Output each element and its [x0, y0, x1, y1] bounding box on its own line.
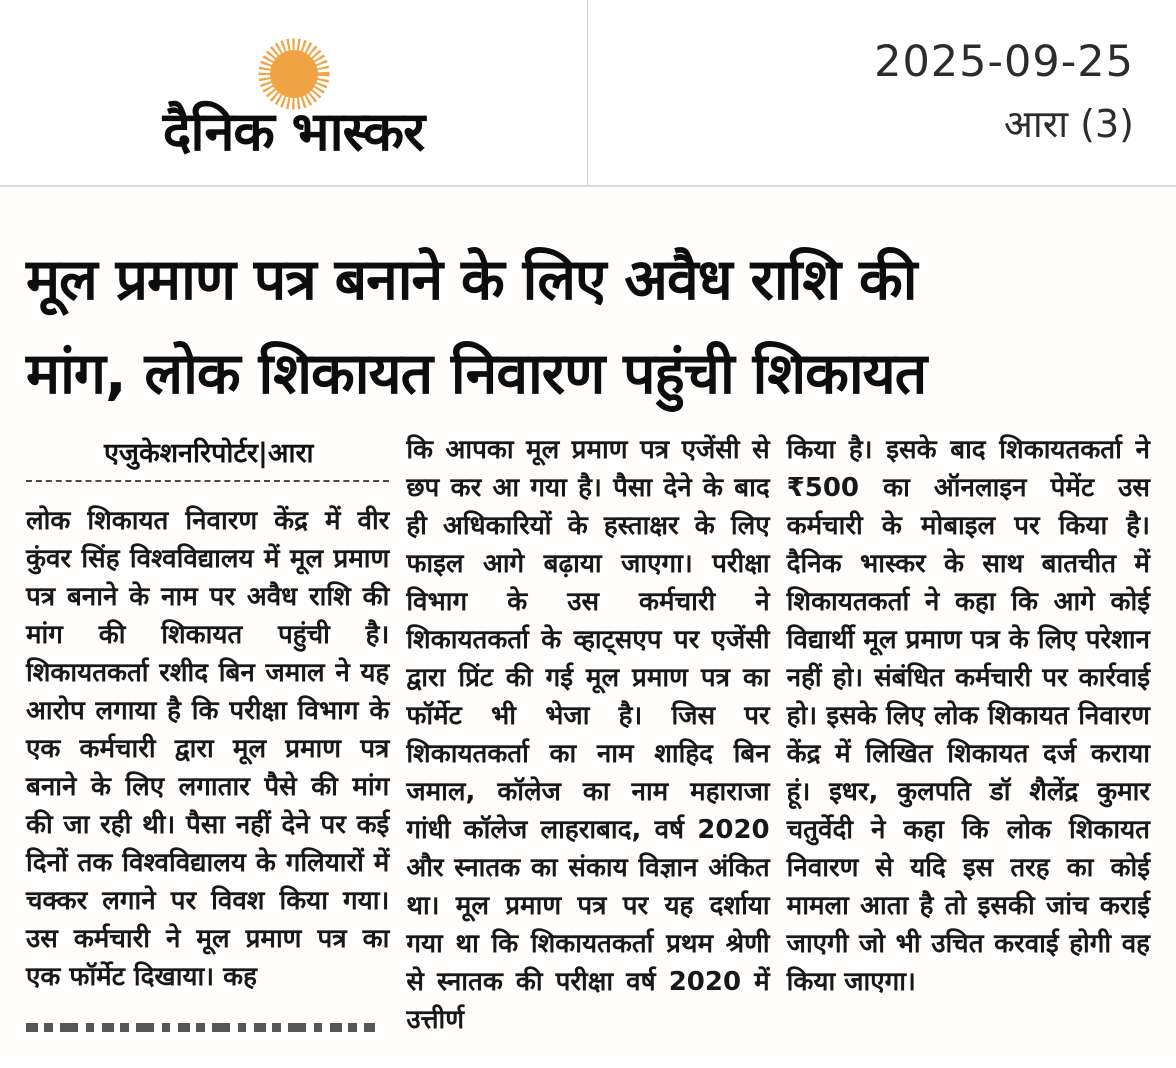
header: [0, 0, 1176, 187]
publication-date: 2025-09-25: [874, 36, 1134, 87]
article-column-3: [787, 431, 1150, 1066]
byline-text: एजुकेशनरिपोर्टर|आरा: [104, 438, 314, 469]
byline: [26, 431, 389, 482]
column-1-text: लोक शिकायत निवारण केंद्र में वीर कुंवर सिंह विश्वविद्यालय में मूल प्रमाण पत्र बनाने के नाम पर अवैध राशि की मांग की शिकायत पहुंची है। शिकायतकर्ता रशीद बिन जमाल ने यह आरोप लगाया है कि परीक्षा विभाग के एक कर्मचारी द्वारा मूल प्रमाण पत्र बनाने के लिए लगातार पैसे की मांग की जा रही थी। पैसा नहीं देने पर कई दिनों तक विश्वविद्यालय के गलियारों में चक्कर लगाने पर विवश किया गया। उस कर्मचारी ने मूल प्रमाण पत्र का एक फॉर्मेट दिखाया। कह: [26, 506, 390, 992]
article-column-2: [406, 431, 769, 1066]
headline-line-2: मांग, लोक शिकायत निवारण पहुंची शिकायत: [26, 341, 927, 407]
clipped-text-fragment: [26, 1023, 375, 1032]
edition-label: आरा (3): [1003, 101, 1134, 146]
article: [0, 187, 1176, 1066]
brand-name: दैनिक भास्कर: [162, 99, 425, 163]
column-3-text: किया है। इसके बाद शिकायतकर्ता ने ₹500 का ऑनलाइन पेमेंट उस कर्मचारी के मोबाइल पर किया है। दैनिक भास्कर के साथ बातचीत में शिकायतकर्ता ने कहा कि आगे कोई विद्यार्थी मूल प्रमाण पत्र के लिए परेशान नहीं हो। संबंधित कर्मचारी पर कार्रवाई हो। इसके लिए लोक शिकायत निवारण केंद्र में लिखित शिकायत दर्ज कराया हूं। इधर, कुलपति डॉ शैलेंद्र कुमार चतुर्वेदी ने कहा कि लोक शिकायत निवारण से यदि इस तरह का कोई मामला आता है तो इसकी जांच कराई जाएगी जो भी उचित करवाई होगी वह किया जाएगा।: [786, 435, 1150, 997]
article-column-1: [26, 431, 389, 1066]
article-body: [26, 431, 1150, 1066]
header-meta: [588, 0, 1176, 185]
column-2-text: कि आपका मूल प्रमाण पत्र एजेंसी से छप कर आ गया है। पैसा देने के बाद ही अधिकारियों के हस्ताक्षर के लिए फाइल आगे बढ़ाया जाएगा। परीक्षा विभाग के उस कर्मचारी ने शिकायतकर्ता के व्हाट्सएप पर एजेंसी द्वारा प्रिंट की गई मूल प्रमाण पत्र का फॉर्मेट भी भेजा है। जिस पर शिकायतकर्ता का नाम शाहिद बिन जमाल, कॉलेज का नाम महाराजा गांधी कॉलेज लाहराबाद, वर्ष 2020 और स्नातक का संकाय विज्ञान अंकित था। मूल प्रमाण पत्र पर यह दर्शाया गया था कि शिकायतकर्ता प्रथम श्रेणी से स्नातक की परीक्षा वर्ष 2020 में उत्तीर्ण: [406, 435, 770, 1035]
headline-line-1: मूल प्रमाण पत्र बनाने के लिए अवैध राशि की: [26, 247, 917, 313]
byline-divider: [26, 480, 389, 482]
brand: [0, 0, 588, 185]
headline: [26, 233, 1150, 421]
